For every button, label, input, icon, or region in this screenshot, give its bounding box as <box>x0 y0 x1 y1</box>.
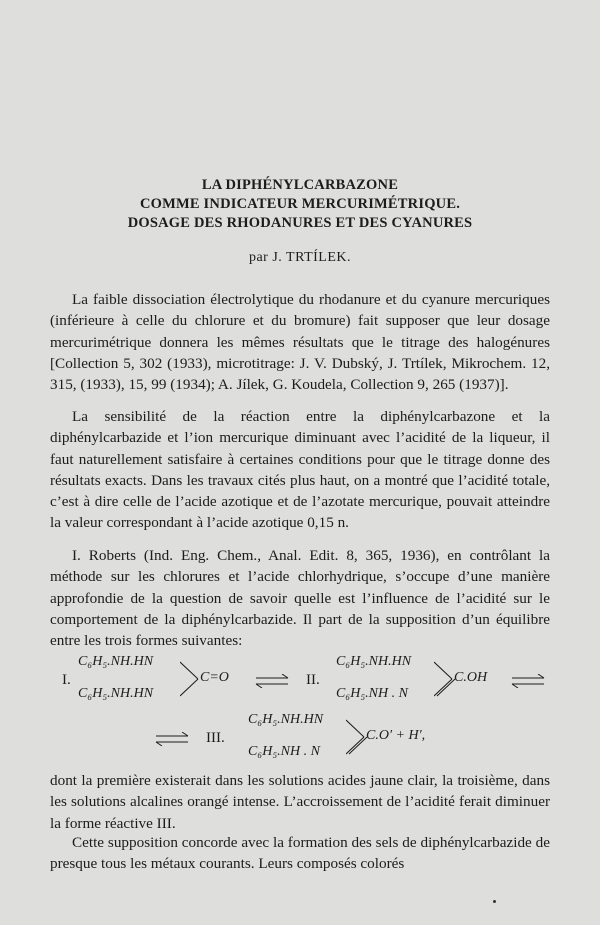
paragraph-5-text: Cette supposition concorde avec la formation des sels de diphénylcarbazide de presque tous les métaux courants. Leurs composés colorés <box>50 834 550 873</box>
author-byline: par J. TRTÍLEK. <box>248 250 352 265</box>
form-I-top: C₆H₅.NH.HN <box>78 654 154 669</box>
title-line-3: DOSAGE DES RHODANURES ET DES CYANURES <box>127 215 473 231</box>
article-title <box>60 176 540 233</box>
form-II-right: C.OH <box>454 670 488 685</box>
equilibrium-arrow-icon <box>254 674 290 688</box>
form-II-label: II. <box>306 672 320 688</box>
form-II-top: C₆H₅.NH.HN <box>336 654 412 669</box>
print-speck <box>493 900 496 903</box>
paragraph-3 <box>50 545 550 651</box>
paragraph-1-text: La faible dissociation électrolytique du rhodanure et du cyanure mercuriques (inférieure à celle du chlorure et du bromure) fait supposer que leur dosage mercurimétrique donnera les mêmes résultats que le titrage des halogénures [Collection 5, 302 (1933), microtitrage: J. V. Dubský, J. Trtílek, Mikrochem. 12, 315, (1933), 15, 99 (1934); A. Jílek, G. Koudela, Collection 9, 265 (1937)]. <box>50 291 550 394</box>
form-III-top: C₆H₅.NH.HN <box>248 712 324 727</box>
form-III-bottom: C₆H₅.NH . N <box>248 744 320 759</box>
form-III-bond-lines <box>346 718 368 756</box>
paragraph-3-text: I. Roberts (Ind. Eng. Chem., Anal. Edit. 8, 365, 1936), en contrôlant la méthode sur les chlorures et l’acide chlorhydrique, s’occupe d’une manière approfondie de la question de savoir quelle est l’influence de l’acidité sur le comportement de la diphénylcarbazide. Il part de la supposition d’un équilibre entre les trois formes suivantes: <box>50 547 550 650</box>
form-I-bottom: C₆H₅.NH.HN <box>78 686 154 701</box>
equilibrium-formula <box>50 650 550 762</box>
form-III-label: III. <box>206 730 225 746</box>
form-I-right: C=O <box>200 670 229 685</box>
paragraph-2 <box>50 406 550 534</box>
equilibrium-arrow-icon <box>154 732 190 746</box>
title-line-1: LA DIPHÉNYLCARBAZONE <box>201 177 399 193</box>
form-I-bond-lines <box>180 660 202 698</box>
paragraph-4-text: dont la première existerait dans les solutions acides jaune clair, la troisième, dans les solutions alcalines orangé intense. L’accroissement de l’acidité ferait diminuer la forme réactive III. <box>50 772 550 832</box>
form-I-label: I. <box>62 672 71 688</box>
form-II-bond-lines <box>434 660 456 698</box>
equilibrium-arrow-icon <box>510 674 546 688</box>
title-line-2: COMME INDICATEUR MERCURIMÉTRIQUE. <box>139 196 461 212</box>
paragraph-2-text: La sensibilité de la réaction entre la diphénylcarbazone et la diphénylcarbazide et l’ion mercurique diminuant avec l’acidité de la liqueur, il faut naturellement satisfaire à certaines conditions pour que le titrage donne des résultats exacts. Dans les travaux cités plus haut, on a montré que l’acidité totale, c’est à dire celle de l’acide azotique et de l’azotate mercurique, pouvait atteindre la valeur correspondant à l’acide azotique 0,15 n. <box>50 408 550 532</box>
form-III-right: C.O′ + H′, <box>366 728 426 743</box>
paragraph-4 <box>50 770 550 834</box>
paragraph-1 <box>50 289 550 395</box>
paragraph-5 <box>50 832 550 875</box>
form-II-bottom: C₆H₅.NH . N <box>336 686 408 701</box>
